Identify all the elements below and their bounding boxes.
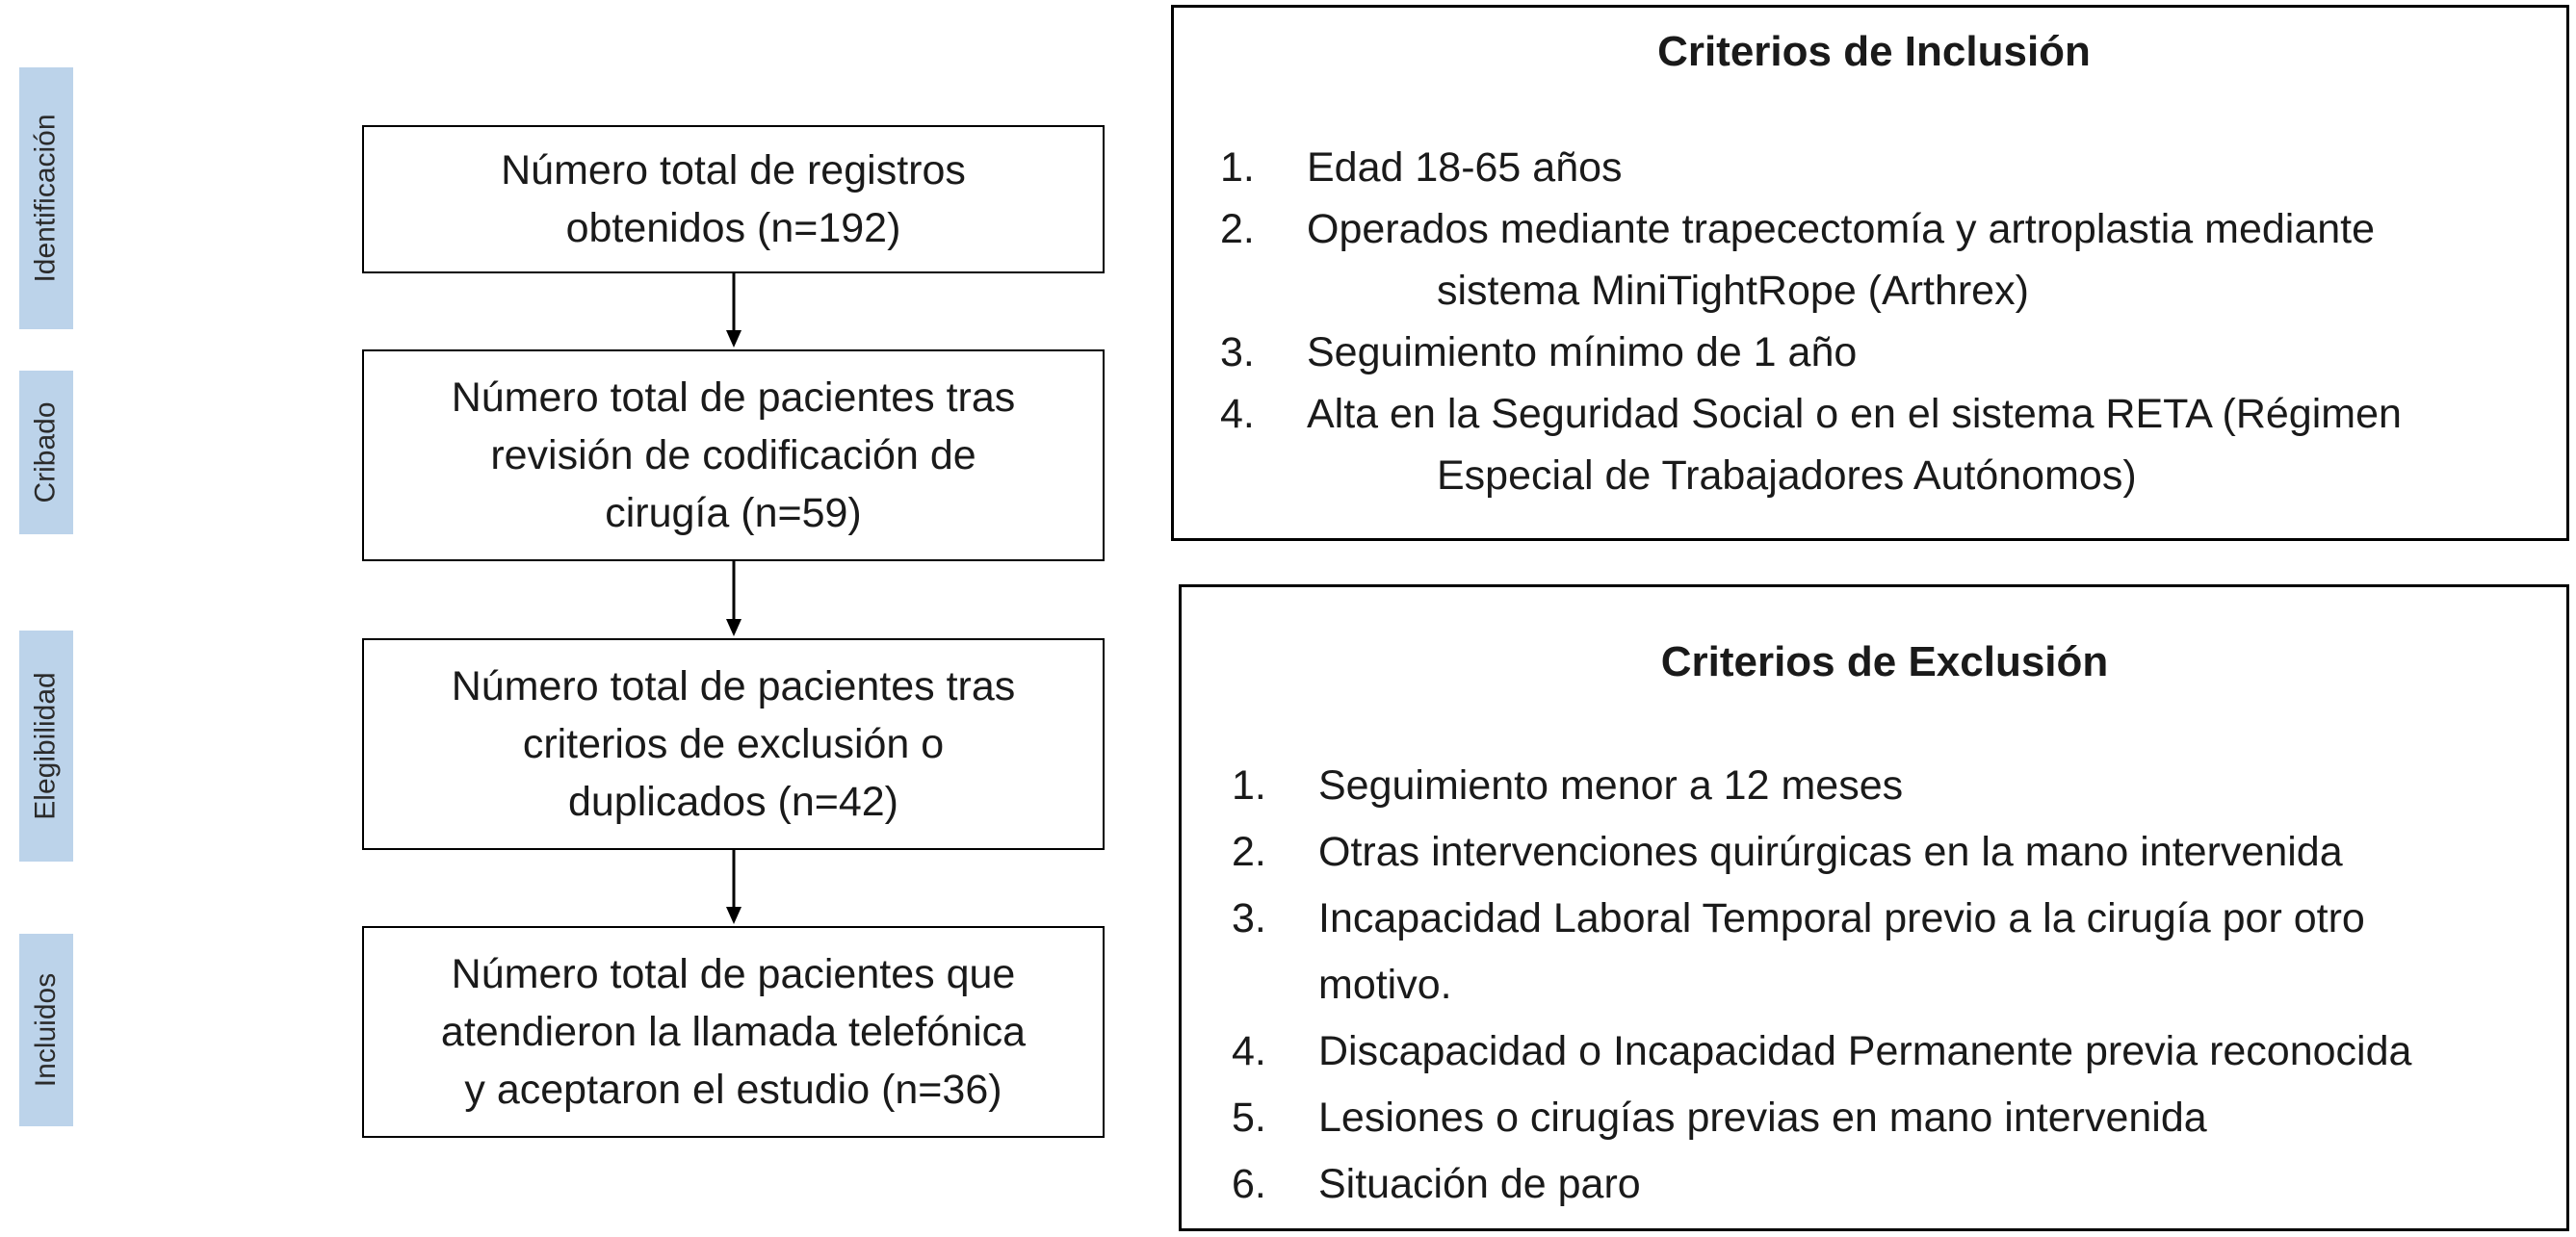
item-text: Edad 18-65 años [1307, 144, 1623, 191]
item-text: Seguimiento menor a 12 meses [1318, 762, 1904, 809]
item-text: Incapacidad Laboral Temporal previo a la cirugía por otro [1318, 895, 2365, 941]
stage-label-text: Cribado [30, 401, 62, 503]
exclusion-item [1232, 819, 2537, 886]
inclusion-item [1220, 383, 2528, 506]
item-number: 1. [1220, 144, 1255, 191]
item-number: 1. [1232, 762, 1266, 809]
item-text-cont: sistema MiniTightRope (Arthrex) [1437, 268, 2029, 314]
flow-line: revisión de codificación de [490, 432, 976, 478]
inclusion-item [1220, 322, 2528, 383]
item-text: Operados mediante trapecectomía y artroplastia mediante [1307, 206, 2376, 252]
arrow-3-head [726, 907, 742, 924]
item-number: 6. [1232, 1161, 1266, 1207]
arrow-1-head [726, 330, 742, 348]
flow-line: Número total de pacientes que [451, 951, 1016, 997]
item-number: 3. [1220, 329, 1255, 375]
stage-label-text: Incluidos [30, 972, 62, 1088]
exclusion-title: Criterios de Exclusión [1660, 638, 2109, 685]
flow-line: y aceptaron el estudio (n=36) [464, 1067, 1002, 1113]
inclusion-item [1220, 137, 2528, 198]
item-number: 2. [1220, 206, 1255, 252]
stage-label-text: Identificación [30, 114, 63, 283]
exclusion-item [1232, 1018, 2537, 1085]
item-text: Discapacidad o Incapacidad Permanente previa reconocida [1318, 1028, 2412, 1074]
flow-line: atendieron la llamada telefónica [440, 1009, 1027, 1055]
inclusion-item [1220, 198, 2528, 322]
flow-line: Número total de pacientes tras [451, 663, 1016, 709]
flow-line: cirugía (n=59) [605, 490, 862, 536]
exclusion-item [1232, 753, 2537, 819]
exclusion-list [1232, 753, 2537, 1218]
inclusion-criteria-box [1171, 5, 2569, 541]
exclusion-item [1232, 886, 2537, 1018]
item-text: Otras intervenciones quirúrgicas en la mano intervenida [1318, 829, 2343, 875]
flow-line: Número total de pacientes tras [451, 374, 1016, 421]
item-number: 4. [1220, 391, 1255, 437]
arrow-2-head [726, 619, 742, 636]
item-text: Lesiones o cirugías previas en mano intervenida [1318, 1095, 2207, 1141]
exclusion-criteria-box [1179, 584, 2569, 1231]
item-text-cont: motivo. [1318, 962, 1452, 1008]
flow-line: Número total de registros [501, 147, 966, 193]
item-text: Seguimiento mínimo de 1 año [1307, 329, 1858, 375]
item-text: Alta en la Seguridad Social o en el sistema RETA (Régimen [1307, 391, 2402, 437]
stage-label-text: Elegibilidad [30, 672, 63, 820]
inclusion-title: Criterios de Inclusión [1657, 28, 2091, 75]
item-text-cont: Especial de Trabajadores Autónomos) [1437, 452, 2137, 499]
exclusion-item [1232, 1151, 2537, 1218]
inclusion-list [1220, 137, 2528, 506]
item-number: 5. [1232, 1095, 1266, 1141]
item-number: 4. [1232, 1028, 1266, 1074]
item-number: 2. [1232, 829, 1266, 875]
item-number: 3. [1232, 895, 1266, 941]
flow-line: obtenidos (n=192) [565, 205, 901, 251]
flow-line: duplicados (n=42) [567, 779, 899, 825]
item-text: Situación de paro [1318, 1161, 1641, 1207]
exclusion-item [1232, 1085, 2537, 1151]
flow-line: criterios de exclusión o [522, 721, 945, 767]
